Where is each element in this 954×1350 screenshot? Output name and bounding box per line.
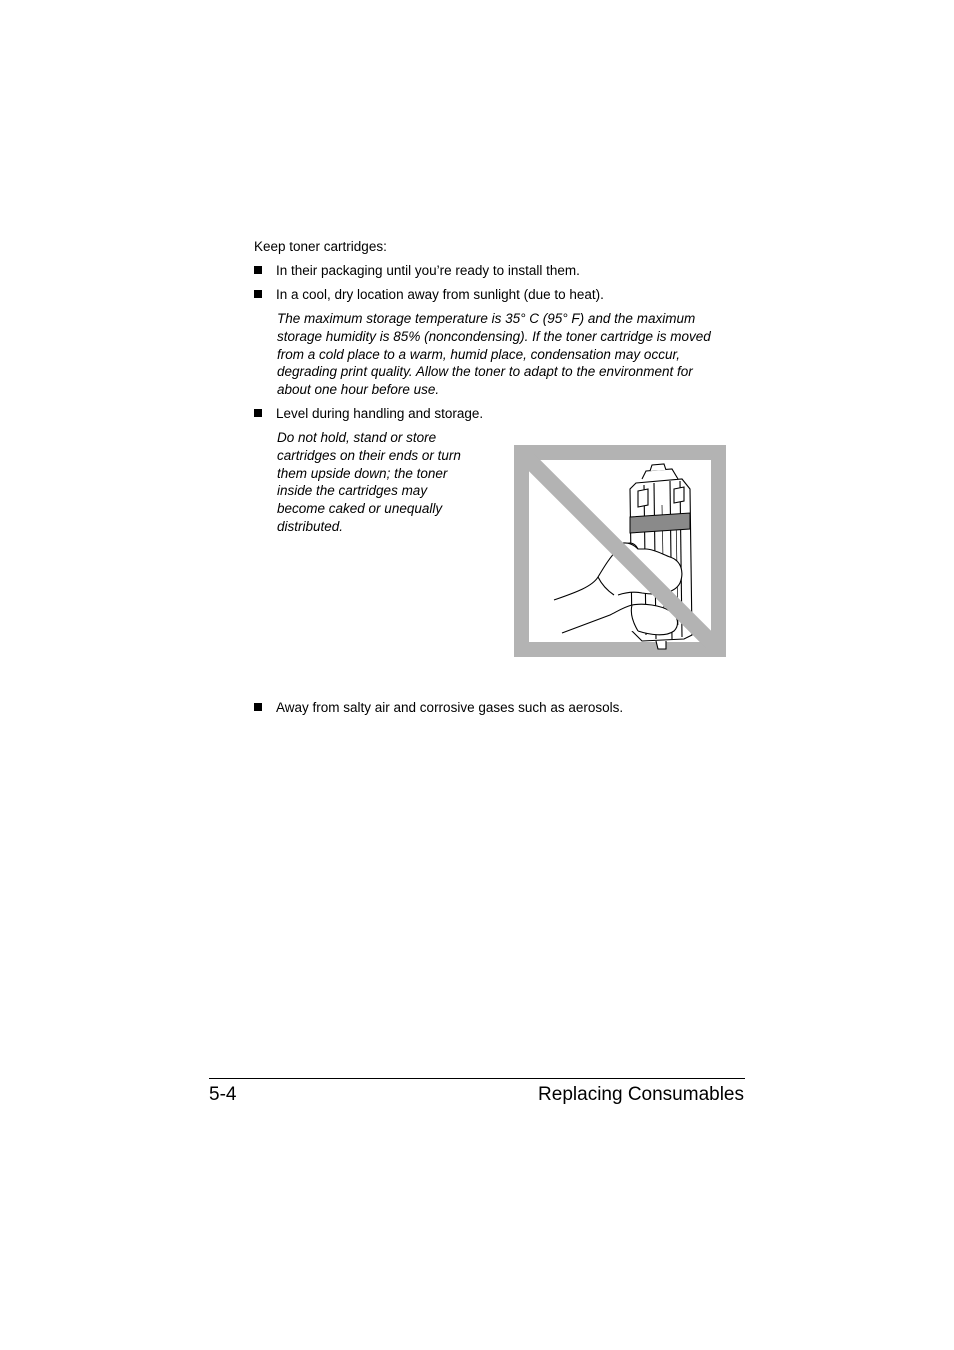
note-line: The maximum storage temperature is 35° C (95° F) and the maximum [277,311,696,326]
square-bullet-icon [254,290,262,298]
list-item-salty-air [254,699,623,717]
note-line: inside the cartridges may [277,483,428,499]
prohibited-cartridge-figure [514,445,726,657]
list-item-text: In a cool, dry location away from sunlight (due to heat). [276,287,604,302]
list-item-text: Away from salty air and corrosive gases such as aerosols. [276,700,624,715]
handling-note [277,429,492,536]
square-bullet-icon [254,703,262,711]
list-item-cool-location [254,286,604,304]
section-title: Replacing Consumables [538,1084,744,1105]
note-line: Do not hold, stand or store [277,430,437,445]
note-line: cartridges on their ends or turn [277,447,461,463]
square-bullet-icon [254,409,262,417]
note-line: distributed. [277,518,344,534]
list-item-level-handling [254,405,483,423]
note-line: degrading print quality. Allow the toner to adapt to the environment for [277,364,693,380]
list-item-text: Level during handling and storage. [276,406,484,421]
list-item-packaging [254,262,580,280]
note-line: them upside down; the toner [277,465,448,481]
note-line: about one hour before use. [277,382,440,397]
footer-divider [209,1078,745,1079]
storage-note [277,310,757,399]
page-number: 5-4 [209,1084,237,1105]
list-item-text: In their packaging until you’re ready to install them. [276,263,580,278]
square-bullet-icon [254,266,262,274]
note-line: from a cold place to a warm, humid place, condensation may occur, [277,346,680,362]
note-line: become caked or unequally [277,501,443,516]
prohibited-vertical-cartridge-icon [514,445,726,657]
intro-text: Keep toner cartridges: [254,239,387,254]
note-line: storage humidity is 85% (noncondensing). If the toner cartridge is moved [277,328,711,344]
